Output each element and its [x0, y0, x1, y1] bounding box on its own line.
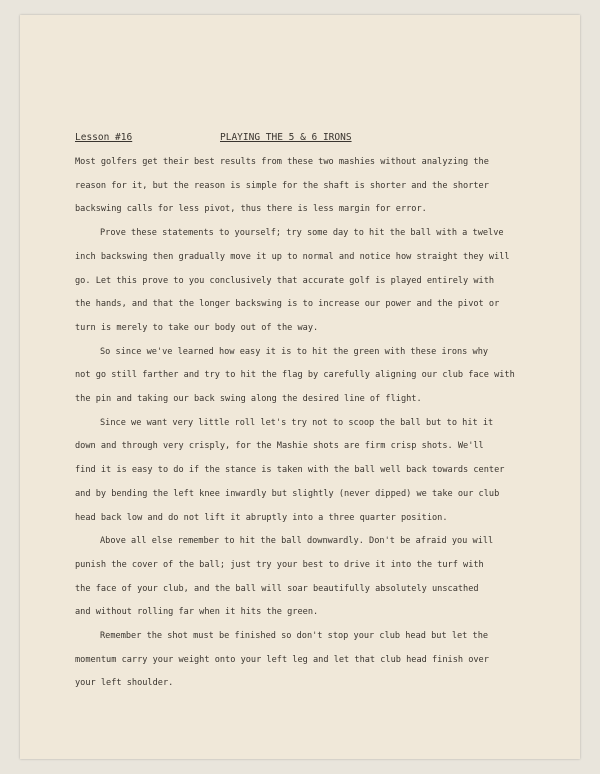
- text-line: the face of your club, and the ball will soar beautifully absolutely unscathed: [75, 583, 479, 594]
- paragraph-1: [75, 151, 575, 222]
- text-line: and by bending the left knee inwardly but slightly (never dipped) we take our club: [75, 488, 500, 499]
- text-line: head back low and do not lift it abruptly into a three quarter position.: [75, 512, 448, 523]
- paragraph-6: [75, 625, 575, 696]
- text-line: punish the cover of the ball; just try your best to drive it into the turf with: [75, 559, 484, 570]
- text-line: backswing calls for less pivot, thus there is less margin for error.: [75, 204, 427, 215]
- text-line: Remember the shot must be finished so don't stop your club head but let the: [100, 631, 489, 642]
- lesson-body: [75, 151, 575, 696]
- typewritten-page: [20, 15, 580, 759]
- paragraph-4: [75, 412, 575, 531]
- text-line: not go still farther and try to hit the flag by carefully aligning our club face with: [75, 370, 515, 381]
- text-line: Most golfers get their best results from these two mashies without analyzing the: [75, 157, 489, 167]
- paragraph-3: [75, 341, 575, 412]
- paragraph-5: [75, 530, 575, 625]
- text-line: Prove these statements to yourself; try some day to hit the ball with a twelve: [100, 228, 504, 239]
- text-line: So since we've learned how easy it is to hit the green with these irons why: [100, 346, 489, 357]
- lesson-title: PLAYING THE 5 & 6 IRONS: [220, 132, 352, 143]
- lesson-number: Lesson #16: [75, 132, 133, 143]
- text-line: down and through very crisply, for the Mashie shots are firm crisp shots. We'll: [75, 441, 484, 452]
- text-line: your left shoulder.: [75, 678, 174, 689]
- text-line: momentum carry your weight onto your left leg and let that club head finish over: [75, 654, 489, 665]
- text-line: Above all else remember to hit the ball downwardly. Don't be afraid you will: [100, 536, 494, 547]
- text-line: reason for it, but the reason is simple for the shaft is shorter and the shorter: [75, 180, 489, 191]
- text-line: the hands, and that the longer backswing is to increase our power and the pivot or: [75, 299, 500, 310]
- text-line: turn is merely to take our body out of the way.: [75, 322, 319, 333]
- text-line: inch backswing then gradually move it up to normal and notice how straight they will: [75, 251, 510, 262]
- text-line: and without rolling far when it hits the green.: [75, 607, 319, 618]
- paragraph-2: [75, 222, 575, 341]
- text-line: find it is easy to do if the stance is taken with the ball well back towards center: [75, 465, 505, 476]
- lesson-header: [75, 132, 375, 146]
- text-line: the pin and taking our back swing along the desired line of flight.: [75, 394, 422, 405]
- text-line: go. Let this prove to you conclusively that accurate golf is played entirely with: [75, 275, 495, 286]
- text-line: Since we want very little roll let's try not to scoop the ball but to hit it: [100, 417, 494, 428]
